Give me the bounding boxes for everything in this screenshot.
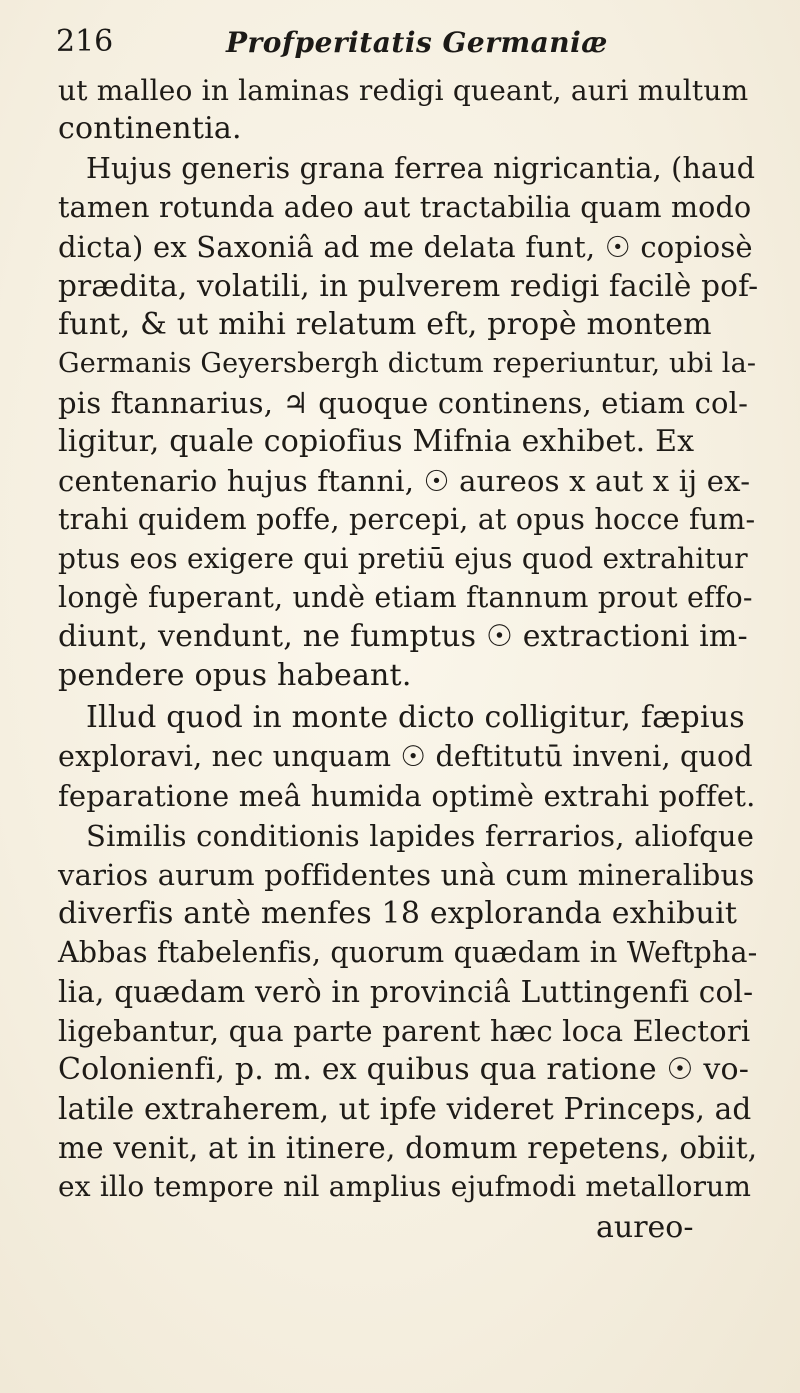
text-line: ligitur, quale copiofius Mifnia exhibet. Ex <box>58 424 695 459</box>
text-line: latile extraherem, ut ipfe videret Princeps, ad <box>58 1092 752 1126</box>
text-line: ligebantur, qua parte parent hæc loca Electori <box>58 1014 751 1048</box>
text-line: centenario hujus ftanni, ☉ aureos x aut x ij ex- <box>58 464 751 498</box>
catchword: aureo- <box>596 1210 694 1245</box>
text-line: me venit, at in itinere, domum repetens, obiit, <box>58 1131 758 1165</box>
text-line: lia, quædam verò in provinciâ Luttingenfi col- <box>58 975 754 1009</box>
text-line: ex illo tempore nil amplius ejufmodi metallorum <box>58 1170 752 1203</box>
text-line: ptus eos exigere qui pretiū ejus quod extrahitur <box>58 542 748 575</box>
text-line: feparatione meâ humida optimè extrahi poffet. <box>58 779 756 813</box>
running-head: Profperitatis Germaniæ <box>226 26 608 59</box>
paragraph-start-line: Similis conditionis lapides ferrarios, aliofque <box>86 819 755 853</box>
text-line: pis ftannarius, ♃ quoque continens, etiam col- <box>58 386 749 420</box>
text-line: continentia. <box>58 111 242 146</box>
text-line: funt, & ut mihi relatum eft, propè montem <box>58 307 712 342</box>
text-line: tamen rotunda adeo aut tractabilia quam modo <box>58 191 752 224</box>
text-line: diverfis antè menfes 18 exploranda exhibuit <box>58 896 738 931</box>
paragraph-start-line: Illud quod in monte dicto colligitur, fæpius <box>86 700 745 735</box>
page-number: 216 <box>56 24 114 59</box>
text-line: longè fuperant, undè etiam ftannum prout effo- <box>58 581 753 614</box>
paragraph-start-line: Hujus generis grana ferrea nigricantia, (haud <box>86 152 756 185</box>
text-line: dicta) ex Saxoniâ ad me delata funt, ☉ copiosè <box>58 230 753 264</box>
text-line: prædita, volatili, in pulverem redigi facilè pof- <box>58 269 759 303</box>
text-line: ut malleo in laminas redigi queant, auri multum <box>58 74 749 107</box>
text-line: pendere opus habeant. <box>58 658 412 693</box>
text-line: exploravi, nec unquam ☉ deftitutū inveni, quod <box>58 740 753 773</box>
text-line: Colonienfi, p. m. ex quibus qua ratione ☉ vo- <box>58 1052 750 1087</box>
text-line: Abbas ftabelenfis, quorum quædam in Weftpha- <box>58 936 758 969</box>
text-line: varios aurum poffidentes unà cum mineralibus <box>58 858 755 892</box>
text-line: Germanis Geyersbergh dictum reperiuntur, ubi la- <box>58 348 757 379</box>
text-line: trahi quidem poffe, percepi, at opus hocce fum- <box>58 503 756 536</box>
page-header <box>56 20 756 72</box>
text-line: diunt, vendunt, ne fumptus ☉ extractioni im- <box>58 619 748 654</box>
